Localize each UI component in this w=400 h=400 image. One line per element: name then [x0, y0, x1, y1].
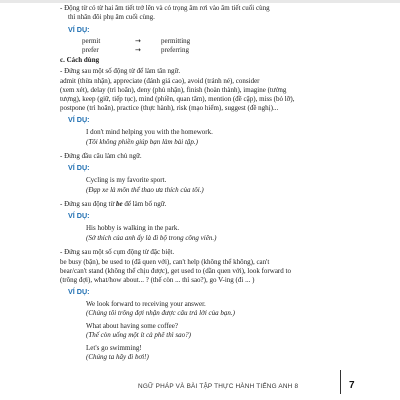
example-label: VÍ DỤ:	[68, 211, 90, 220]
use2-intro: - Đứng đầu câu làm chủ ngữ.	[60, 152, 142, 160]
arrow-icon: →	[135, 46, 141, 54]
use2-example-vi: (Đạp xe là môn thể thao ưa thích của tôi.)	[86, 186, 204, 194]
scan-edge	[0, 0, 400, 3]
use4-example-vi: (Chúng ta hãy đi bơi!)	[86, 353, 149, 361]
use1-example-vi: (Tôi không phiền giúp bạn làm bài tập.)	[86, 138, 198, 146]
rule-line-1: - Động từ có từ hai âm tiết trở lên và có trọng âm rơi vào âm tiết cuối cùng	[60, 4, 270, 12]
use4-example-vi: (Thế còn uống một ít cà phê thì sao?)	[86, 331, 191, 339]
use1-intro: - Đứng sau một số động từ để làm tân ngữ.	[60, 67, 181, 75]
use1-list-line: tượng), keep (giữ, tiếp tục), mind (phiền, quan tâm), mention (đề cập), miss (bỏ lỡ),	[60, 95, 295, 103]
use1-example-en: I don't mind helping you with the homework.	[86, 128, 213, 136]
example-label: VÍ DỤ:	[68, 25, 90, 34]
use3-example-vi: (Sở thích của anh ấy là đi bộ trong công viên.)	[86, 234, 217, 242]
section-heading: c. Cách dùng	[60, 56, 100, 64]
page-number: 7	[349, 380, 355, 391]
use2-example-en: Cycling is my favorite sport.	[86, 176, 167, 184]
use4-example-en: We look forward to receiving your answer.	[86, 300, 206, 308]
use3-example-en: His hobby is walking in the park.	[86, 224, 180, 232]
use4-example-en: Let's go swimming!	[86, 344, 142, 352]
use4-list-line: bear/can't stand (không thể chịu được), get used to (dần quen với), look forward to	[60, 267, 291, 275]
use4-list-line: (trông đợi), what/how about... ? (thế còn ... thì sao?), go V-ing (đi ... )	[60, 276, 255, 284]
use4-intro: - Đứng sau một số cụm động từ đặc biệt.	[60, 248, 175, 256]
example-result-2: preferring	[161, 46, 189, 54]
use1-list-line: (xem xét), delay (trì hoãn), deny (phủ nhận), finish (hoàn thành), imagine (tưởng	[60, 86, 287, 94]
use4-example-vi: (Chúng tôi trông đợi nhận được câu trả lời của bạn.)	[86, 309, 235, 317]
rule-line-2: thì nhân đôi phụ âm cuối cùng.	[68, 13, 155, 21]
example-label: VÍ DỤ:	[68, 163, 90, 172]
use4-list-line: be busy (bận), be used to (đã quen với), can't help (không thể không), can't	[60, 258, 270, 266]
use3-intro: - Đứng sau động từ be để làm bổ ngữ.	[60, 200, 167, 208]
footer-divider	[340, 370, 341, 394]
use1-list-line: postpone (trì hoãn), practice (thực hành), risk (mạo hiểm), suggest (đề nghị)...	[60, 104, 279, 112]
use4-example-en: What about having some coffee?	[86, 322, 179, 330]
example-result-1: permitting	[161, 37, 191, 45]
book-title-footer: NGỮ PHÁP VÀ BÀI TẬP THỰC HÀNH TIẾNG ANH 8	[138, 383, 299, 390]
example-label: VÍ DỤ:	[68, 115, 90, 124]
arrow-icon: →	[135, 37, 141, 45]
example-base-1: permit	[82, 37, 101, 45]
example-base-2: prefer	[82, 46, 99, 54]
use1-list-line: admit (thừa nhận), appreciate (đánh giá cao), avoid (tránh né), consider	[60, 77, 260, 85]
example-label: VÍ DỤ:	[68, 287, 90, 296]
